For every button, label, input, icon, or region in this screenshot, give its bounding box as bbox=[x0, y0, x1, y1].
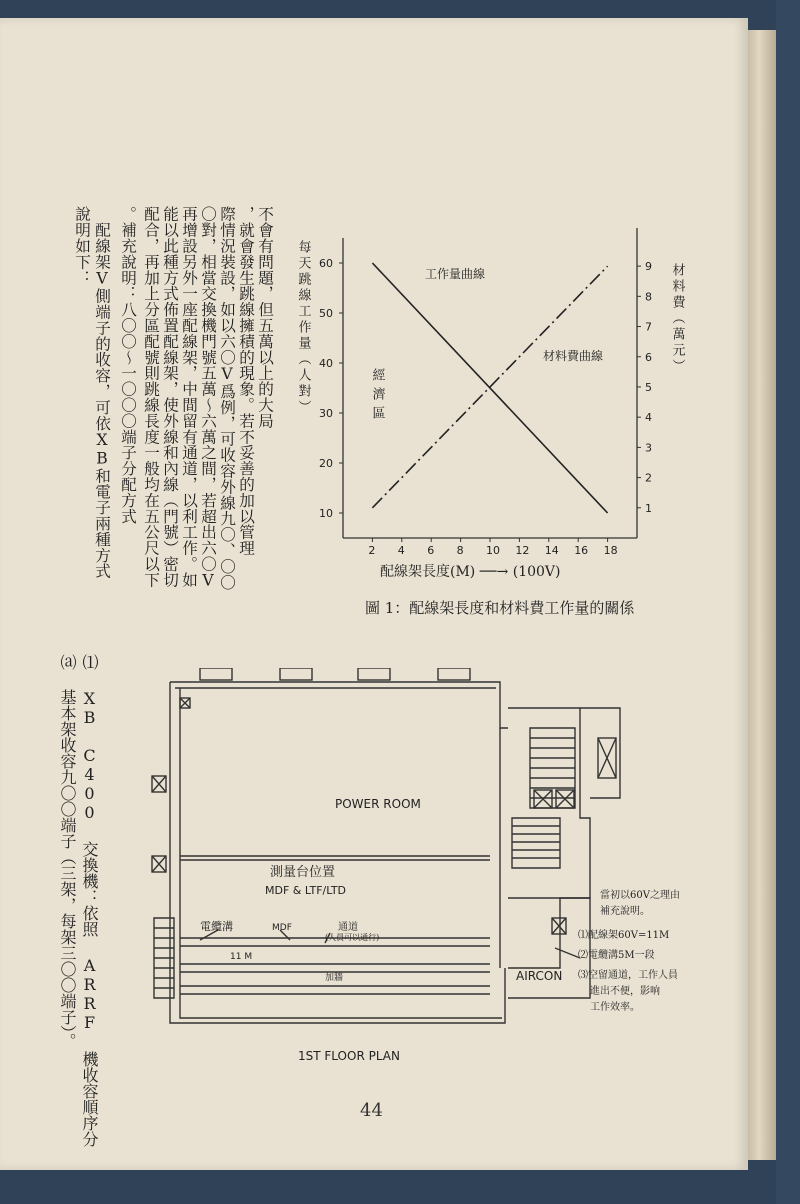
y2-tick-label: 1 bbox=[645, 501, 652, 515]
body-text-col-8: 。補充說明：八〇〇～一〇〇〇端子分配方式 bbox=[119, 206, 137, 524]
fp-length: 11 M bbox=[230, 952, 253, 962]
body-text-col-4: 〇對，相當交換機門號五萬～六萬之間，若超出六〇V bbox=[199, 206, 217, 590]
body-text-col-9: 說明如下： bbox=[73, 206, 91, 286]
x-tick-label: 14 bbox=[544, 544, 559, 557]
page-number: 44 bbox=[360, 1100, 383, 1121]
y2-tick-label: 2 bbox=[645, 471, 652, 485]
chart-x-label: 配線架長度(M) ──→ (100V) bbox=[380, 564, 561, 580]
fp-note-2: 補充說明。 bbox=[600, 906, 650, 917]
fp-mdf-label: MDF & LTF/LTD bbox=[265, 884, 347, 897]
series-label-workload: 工作量曲線 bbox=[425, 267, 486, 281]
fp-note-7: 工作效率。 bbox=[590, 1002, 640, 1013]
y2-tick-label: 9 bbox=[645, 260, 652, 274]
page-edge bbox=[748, 30, 776, 1160]
body-text-col-10: 配線架V側端子的收容，可依XB和電子兩種方式 bbox=[93, 206, 111, 579]
y-tick-label: 50 bbox=[319, 307, 333, 320]
fp-power-room: POWER ROOM bbox=[335, 797, 421, 811]
y2-tick-label: 6 bbox=[645, 350, 652, 364]
fp-title: 1ST FLOOR PLAN bbox=[298, 1049, 400, 1063]
fp-mdf-small: MDF bbox=[272, 923, 292, 933]
y2-tick-label: 4 bbox=[645, 411, 652, 425]
fp-note-6: 進出不便，影响 bbox=[590, 986, 660, 997]
chart-title: 圖 1：配線架長度和材料費工作量的關係 bbox=[365, 599, 635, 617]
y2-tick-label: 3 bbox=[645, 441, 652, 455]
book-page bbox=[0, 18, 748, 1170]
floor-plan bbox=[120, 668, 720, 1068]
y-axis-label: 每天跳線工作量（人對） bbox=[295, 240, 311, 416]
body-text-col-1: 不會有問題，但五萬以上的大局 bbox=[256, 206, 274, 429]
x-tick-label: 12 bbox=[515, 544, 530, 557]
chart bbox=[285, 208, 705, 628]
fp-aisle-note: (人員可以通行) bbox=[325, 933, 380, 942]
y2-tick-label: 8 bbox=[645, 290, 652, 304]
x-tick-label: 8 bbox=[456, 544, 464, 557]
y-tick-label: 60 bbox=[319, 257, 333, 270]
x-tick-label: 4 bbox=[397, 544, 405, 557]
y-tick-label: 30 bbox=[319, 407, 333, 420]
y2-tick-label: 5 bbox=[645, 380, 652, 394]
fp-test-position: 測量台位置 bbox=[270, 865, 336, 880]
body-text-col-7: 配合，再加上分區配號則跳線長度一般均在五公尺以下 bbox=[142, 206, 160, 588]
fp-cable-trench: 電纜溝 bbox=[200, 920, 233, 933]
section-heading: ⑴ XB C400 交換機：依照 ARRF 機收容順序分 bbox=[80, 654, 99, 1147]
series-line-workload bbox=[369, 263, 607, 513]
fp-note-1: 當初以60V之理由 bbox=[600, 890, 680, 901]
x-tick-label: 2 bbox=[368, 544, 376, 557]
y-tick-label: 20 bbox=[319, 457, 333, 470]
series-line-cost bbox=[369, 266, 607, 508]
fp-note-4: ⑵電纜溝5M一段 bbox=[578, 950, 655, 961]
x-tick-label: 6 bbox=[427, 544, 435, 557]
body-text-col-5: 再增設另外一座配線架，中間留有通道，以利工作。如 bbox=[180, 206, 198, 588]
y-tick-label: 40 bbox=[319, 357, 333, 370]
fp-note-5: ⑶空留通道，工作人員 bbox=[578, 970, 678, 981]
body-text-col-3: 際情況裝設，如以六〇V爲例，可收容外線九〇、〇〇 bbox=[218, 206, 236, 590]
y2-tick-label: 7 bbox=[645, 320, 652, 334]
x-tick-label: 18 bbox=[603, 544, 618, 557]
y-tick-label: 10 bbox=[319, 507, 333, 520]
section-subheading: ⒜ 基本架收容九〇〇端子（三架，每架三〇〇端子）。 bbox=[58, 654, 77, 1049]
fp-aircon: AIRCON bbox=[516, 969, 563, 983]
body-text-col-2: ，就會發生跳線擁積的現象。若不妥善的加以管理 bbox=[237, 206, 255, 556]
fp-add: 加牆 bbox=[325, 973, 344, 983]
book-cover bbox=[776, 0, 800, 1204]
x-tick-label: 16 bbox=[574, 544, 589, 557]
fp-note-3: ⑴配線架60V=11M bbox=[578, 930, 670, 941]
fp-aisle: 通道 bbox=[338, 922, 358, 933]
body-text-col-6: 能以此種方式佈置配線架，使外線和內線（門號）密切 bbox=[161, 206, 179, 588]
series-label-cost: 材料費曲線 bbox=[543, 349, 604, 363]
x-tick-label: 10 bbox=[486, 544, 500, 557]
annotation-economic-zone: 經濟區 bbox=[369, 368, 385, 425]
y2-axis-label: 材料費（萬元） bbox=[669, 263, 685, 375]
